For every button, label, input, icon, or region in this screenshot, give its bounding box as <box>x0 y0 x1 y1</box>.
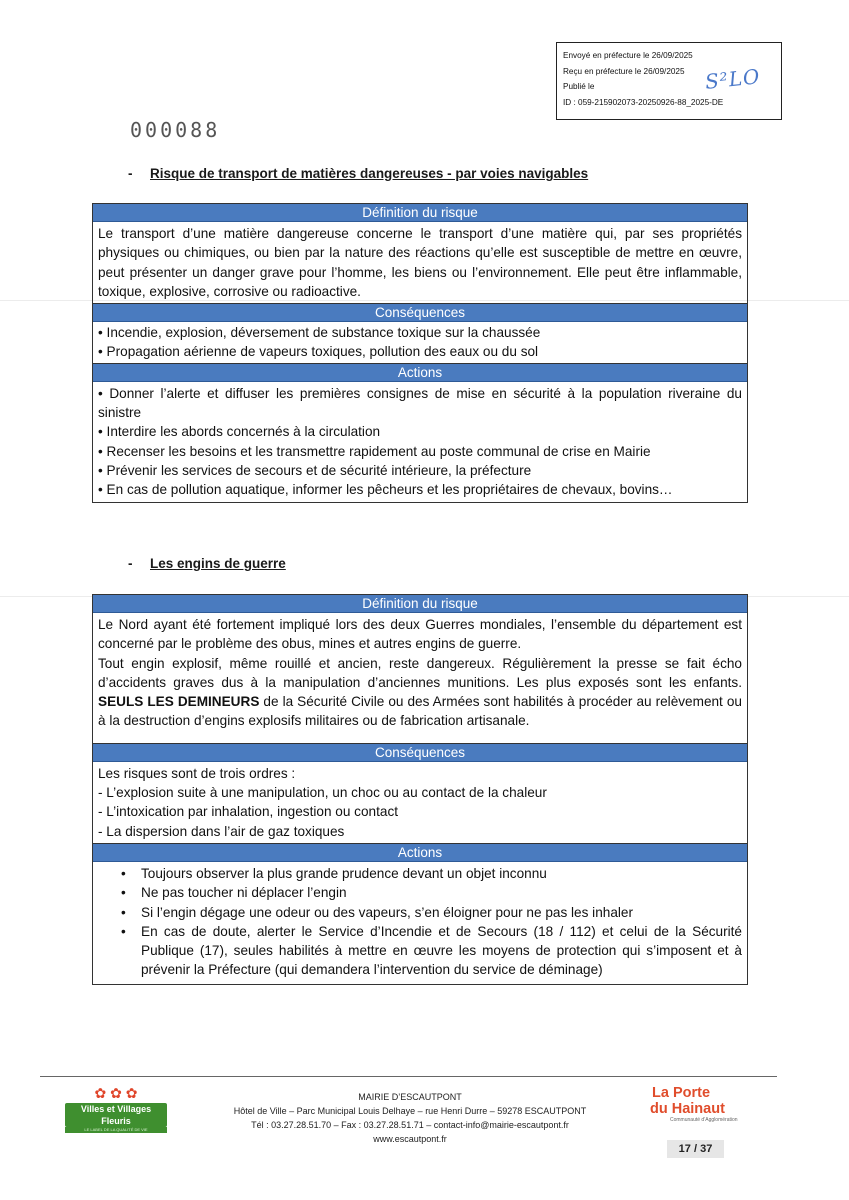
action-item: • En cas de pollution aquatique, informer les pêcheurs et les propriétaires de chevaux, bovins… <box>98 482 673 498</box>
logo-line1: La Porte <box>652 1085 711 1101</box>
bullet-icon: • <box>121 923 126 939</box>
bullet-icon: • <box>121 865 126 881</box>
stamp-received: Reçu en préfecture le 26/09/2025 <box>563 66 685 76</box>
stamp-id: ID : 059-215902073-20250926-88_2025-DE <box>563 97 724 107</box>
actions-list <box>93 862 747 984</box>
bullet-icon: • <box>121 885 126 901</box>
risk-table-transport <box>92 203 748 503</box>
definition-text: Le transport d’une matière dangereuse concerne le transport d’une matière qui, par ses propriétés physiques ou chimiques, ou bien par la nature des réactions qu’elle est susceptible de mettre en œuvre, peut présenter un danger grave pour l’homme, les biens ou l’environnement. Elle peut être inflammable, toxique, explosive, corrosive ou radioactive. <box>93 222 747 304</box>
section-title-war-devices: - Les engins de guerre <box>128 556 286 571</box>
dash: - <box>128 166 133 181</box>
definition-text <box>93 613 747 744</box>
porte-du-hainaut-logo <box>650 1085 750 1123</box>
stamp-published: Publié le <box>563 82 595 91</box>
page-number: 17 / 37 <box>667 1140 724 1158</box>
risk-table-war-devices <box>92 594 748 985</box>
definition-paragraph: Tout engin explosif, même rouillé et ancien, reste dangereux. Régulièrement la presse se fait écho d’accidents graves dus à la manipulation d’anciennes munitions. Les plus exposés sont les enfants. SEULS LES DEMINEURS de la Sécurité Civile ou des Armées sont habilités à procéder au relèvement ou à la destruction d’engins explosifs militaires ou de fabrication artisanale. <box>98 655 742 729</box>
action-item: • Si l’engin dégage une odeur ou des vapeurs, s’en éloigner pour ne pas les inhaler <box>141 903 742 922</box>
definition-header: Définition du risque <box>93 204 747 222</box>
action-item: • Interdire les abords concernés à la circulation <box>98 424 381 440</box>
document-number: 000088 <box>130 118 221 142</box>
action-item: • Toujours observer la plus grande prudence devant un objet inconnu <box>141 864 742 883</box>
actions-list <box>93 382 747 502</box>
logo-subtitle: LE LABEL DE LA QUALITÉ DE VIE <box>65 1127 167 1133</box>
consequences-header: Conséquences <box>93 304 747 322</box>
footer-org: MAIRIE D’ESCAUTPONT <box>358 1092 462 1102</box>
logo-line3: Communauté d’Agglomération <box>670 1117 738 1123</box>
footer-address: Hôtel de Ville – Parc Municipal Louis Delhaye – rue Henri Durre – 59278 ESCAUTPONT <box>233 1106 587 1116</box>
action-item: • Donner l’alerte et diffuser les premières consignes de mise en sécurité à la population riveraine du sinistre <box>98 385 742 421</box>
flower-icon: ✿ ✿ ✿ <box>94 1085 138 1101</box>
villes-villages-fleuris-logo <box>65 1085 167 1133</box>
footer-divider <box>40 1076 777 1077</box>
consequence-item: • Propagation aérienne de vapeurs toxiques, pollution des eaux ou du sol <box>98 344 539 360</box>
consequence-item: - L’intoxication par inhalation, ingestion ou contact <box>98 804 399 820</box>
action-item: • Prévenir les services de secours et de sécurité intérieure, la préfecture <box>98 462 532 478</box>
footer-address-block <box>220 1090 600 1146</box>
bullet-icon: • <box>121 904 126 920</box>
action-item: • En cas de doute, alerter le Service d’Incendie et de Secours (18 / 112) et celui de la Sécurité Publique (17), seules habilités à mettre en œuvre les moyens de protection qui s’imposent et à prévenir la Préfecture (qui demandera l’intervention du service de déminage) <box>121 923 742 978</box>
logo-title: Villes et Villages Fleuris <box>65 1103 167 1127</box>
action-item: • Recenser les besoins et les transmettre rapidement au poste communal de crise en Mairie <box>98 443 651 459</box>
actions-header: Actions <box>93 364 747 382</box>
footer-website[interactable]: www.escautpont.fr <box>373 1134 447 1144</box>
consequence-item: - L’explosion suite à une manipulation, un choc ou au contact de la chaleur <box>98 785 547 801</box>
consequences-list <box>93 322 747 364</box>
actions-header: Actions <box>93 844 747 862</box>
consequence-item: • Incendie, explosion, déversement de substance toxique sur la chaussée <box>98 325 541 341</box>
consequences-list <box>93 762 747 844</box>
dash: - <box>128 556 133 571</box>
section-title-transport: - Risque de transport de matières dangereuses - par voies navigables <box>128 166 589 181</box>
consequences-intro: Les risques sont de trois ordres : <box>98 765 296 781</box>
definition-paragraph: Le Nord ayant été fortement impliqué lors des deux Guerres mondiales, l’ensemble du département est concerné par le problème des obus, mines et autres engins de guerre. <box>98 617 742 652</box>
signature-mark: S²LO <box>703 64 762 94</box>
consequences-header: Conséquences <box>93 744 747 762</box>
logo-line2: du Hainaut <box>650 1101 725 1117</box>
deminers-emphasis: SEULS LES DEMINEURS <box>98 694 260 710</box>
stamp-sent: Envoyé en préfecture le 26/09/2025 <box>563 51 693 60</box>
footer-contact: Tél : 03.27.28.51.70 – Fax : 03.27.28.51.71 – contact-info@mairie-escautpont.fr <box>251 1120 569 1130</box>
action-item: • Ne pas toucher ni déplacer l’engin <box>141 883 742 902</box>
definition-header: Définition du risque <box>93 595 747 613</box>
consequence-item: - La dispersion dans l’air de gaz toxiques <box>98 823 345 839</box>
